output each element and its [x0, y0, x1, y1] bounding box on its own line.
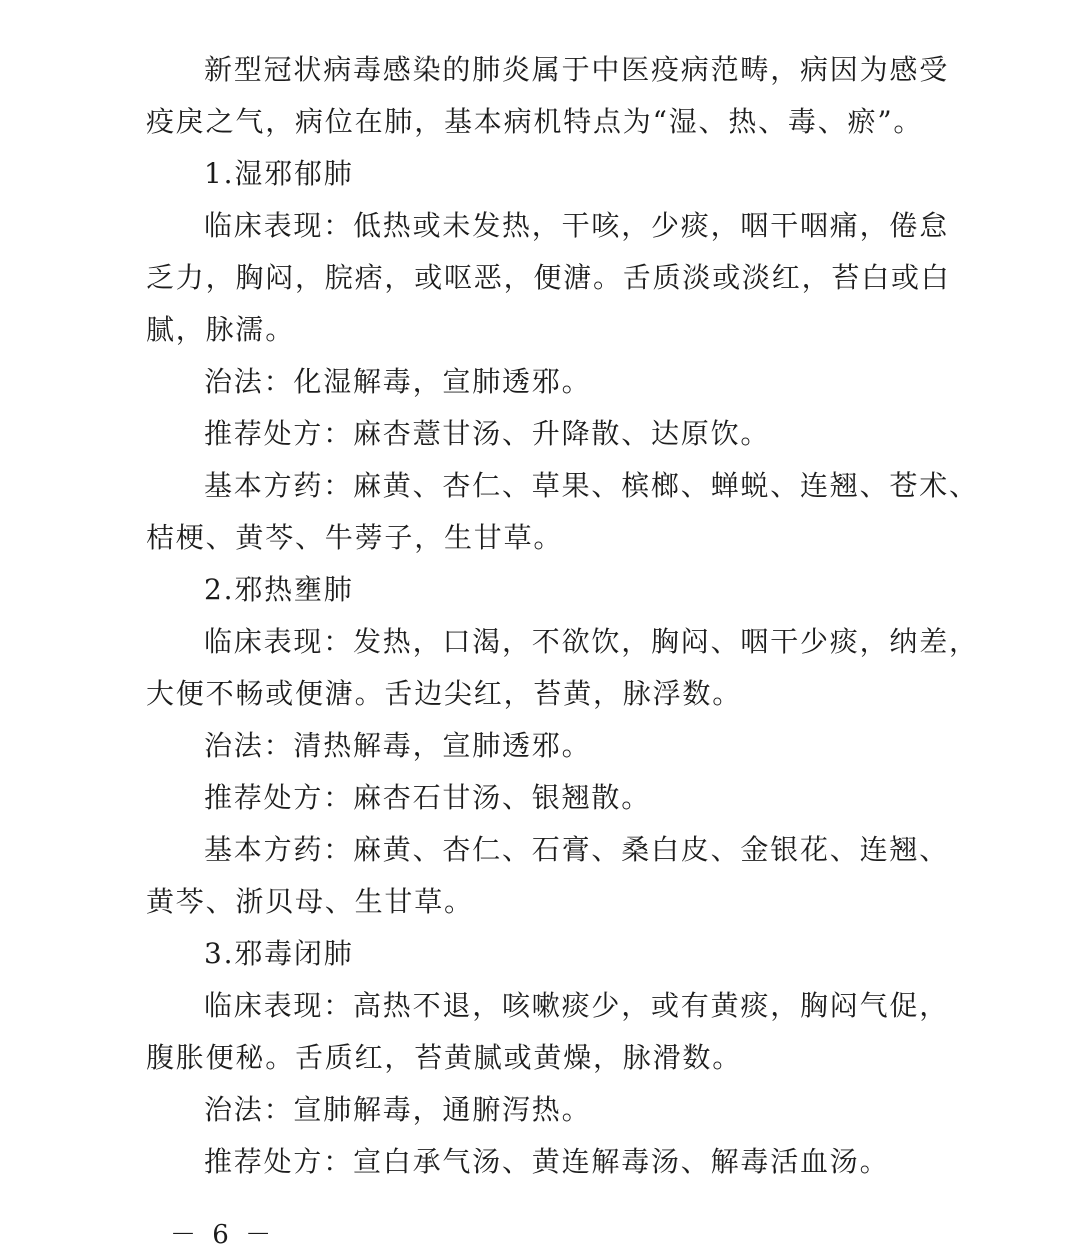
symptoms-1-line-1: 临床表现：低热或未发热，干咳，少痰，咽干咽痛，倦怠	[204, 209, 950, 242]
prescription-2: 推荐处方：麻杏石甘汤、银翘散。	[204, 781, 652, 814]
treatment-2: 治法：清热解毒，宣肺透邪。	[204, 729, 592, 762]
section-heading-1: 1.湿邪郁肺	[204, 157, 354, 190]
symptoms-3-line-2: 腹胀便秘。舌质红，苔黄腻或黄燥，脉滑数。	[146, 1041, 743, 1074]
page-number: － 6 －	[170, 1220, 276, 1250]
prescription-3: 推荐处方：宣白承气汤、黄连解毒汤、解毒活血汤。	[204, 1145, 890, 1178]
section-heading-2: 2.邪热壅肺	[204, 573, 354, 606]
herbs-2-line-1: 基本方药：麻黄、杏仁、石膏、桑白皮、金银花、连翘、	[204, 833, 950, 866]
herbs-2-line-2: 黄芩、浙贝母、生甘草。	[146, 885, 474, 918]
treatment-1: 治法：化湿解毒，宣肺透邪。	[204, 365, 592, 398]
symptoms-1-line-3: 腻，脉濡。	[146, 313, 296, 346]
herbs-1-line-1: 基本方药：麻黄、杏仁、草果、槟榔、蝉蜕、连翘、苍术、	[204, 469, 979, 502]
document-body	[146, 44, 979, 1188]
herbs-1-line-2: 桔梗、黄芩、牛蒡子，生甘草。	[146, 521, 564, 554]
symptoms-1-line-2: 乏力，胸闷，脘痞，或呕恶，便溏。舌质淡或淡红，苔白或白	[146, 261, 951, 294]
treatment-3: 治法：宣肺解毒，通腑泻热。	[204, 1093, 592, 1126]
symptoms-2-line-2: 大便不畅或便溏。舌边尖红，苔黄，脉浮数。	[146, 677, 743, 710]
section-heading-3: 3.邪毒闭肺	[204, 937, 354, 970]
paragraph-intro-line-2: 疫戾之气，病位在肺，基本病机特点为“湿、热、毒、瘀”。	[146, 105, 924, 138]
symptoms-2-line-1: 临床表现：发热，口渴，不欲饮，胸闷、咽干少痰，纳差，	[204, 625, 979, 658]
paragraph-intro-line-1: 新型冠状病毒感染的肺炎属于中医疫病范畴，病因为感受	[204, 53, 950, 86]
prescription-1: 推荐处方：麻杏薏甘汤、升降散、达原饮。	[204, 417, 771, 450]
symptoms-3-line-1: 临床表现：高热不退，咳嗽痰少，或有黄痰，胸闷气促，	[204, 989, 950, 1022]
